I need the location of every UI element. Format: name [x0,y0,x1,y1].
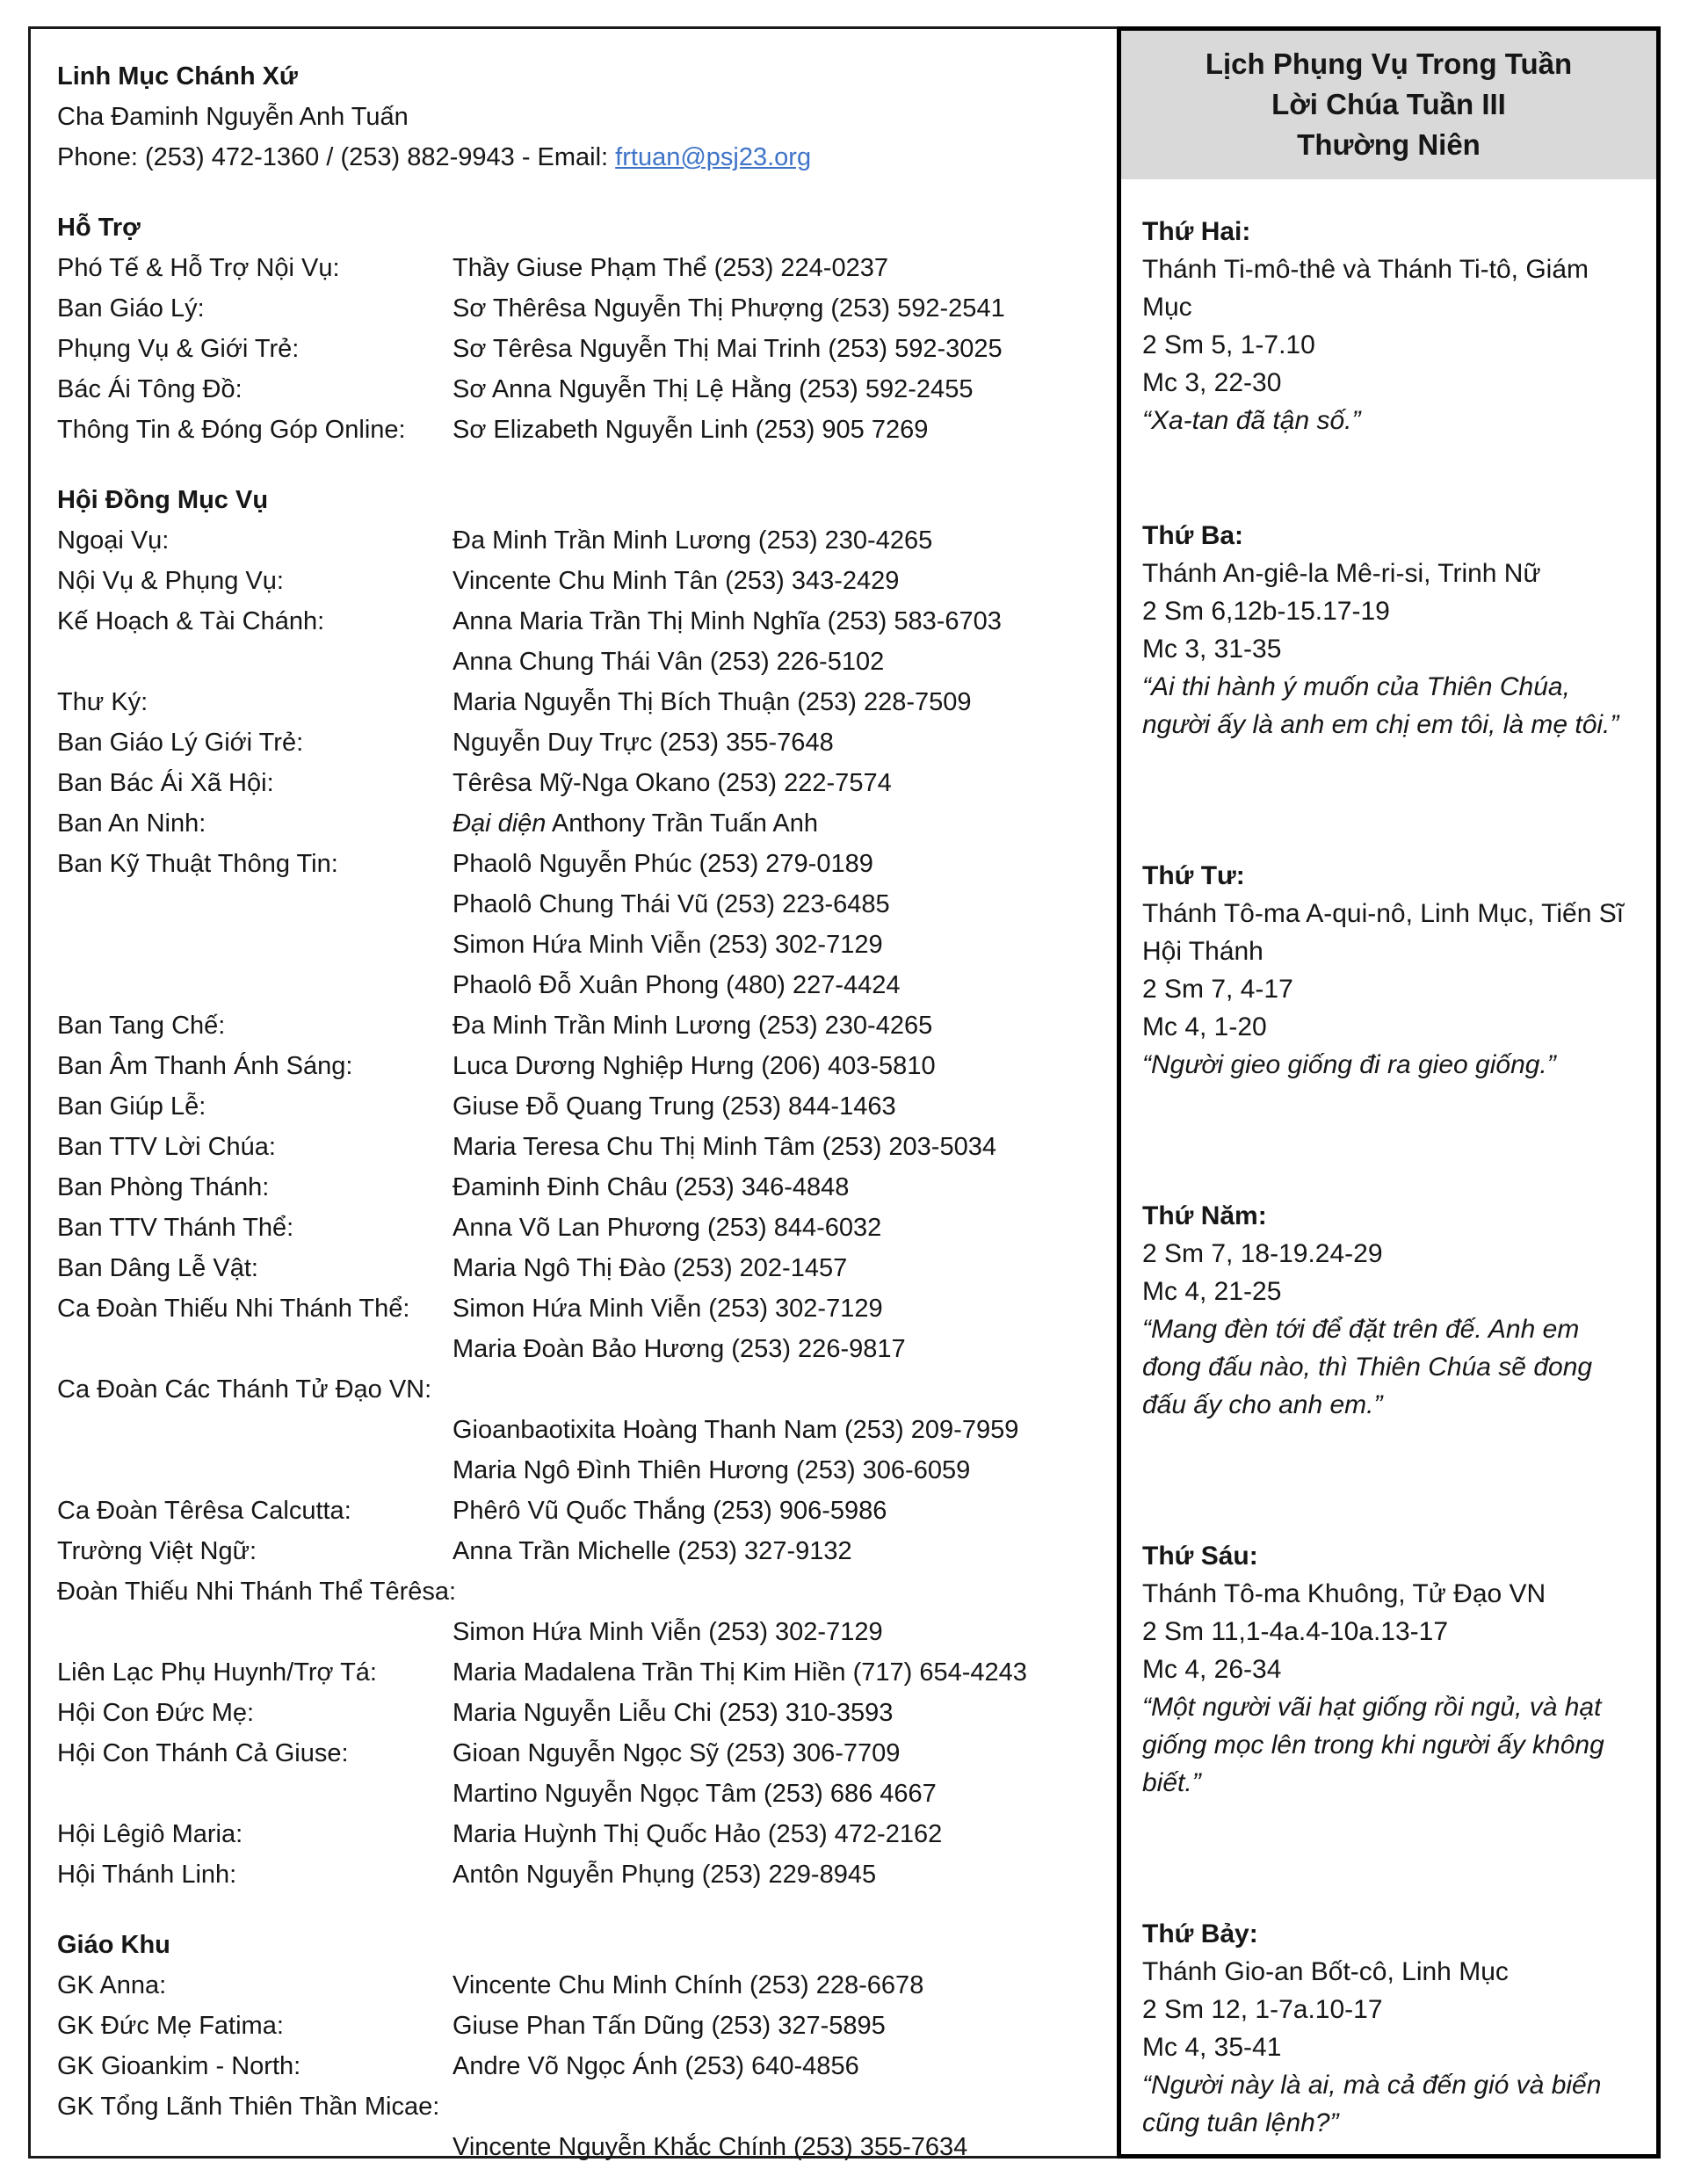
row-label: Hội Con Thánh Cả Giuse: [57,1739,349,1767]
liturgy-box [1117,26,1661,2159]
liturgy-day [1142,1915,1635,2142]
directory-row [57,884,1107,925]
day-reading: 2 Sm 7, 4-17 [1142,975,1293,1004]
pastor-heading: Linh Mục Chánh Xứ [57,62,298,91]
directory-row [57,288,1107,329]
day-reading: Mc 4, 21-25 [1142,1277,1282,1306]
row-value-text: Phaolô Chung Thái Vũ (253) 223-6485 [453,890,890,918]
row-label [57,1612,453,1652]
day-saint: Thánh An-giê-la Mê-ri-si, Trinh Nữ [1142,559,1541,588]
directory-row [57,1965,1107,2006]
directory-row [57,369,1107,410]
row-label: Trường Việt Ngữ: [57,1537,257,1565]
row-value-text: Maria Ngô Thị Đào (253) 202-1457 [453,1254,848,1282]
row-value-text: Maria Ngô Đình Thiên Hương (253) 306-6059 [453,1456,971,1484]
directory-row [57,1652,1107,1693]
directory-row [57,1450,1107,1491]
row-value-text: Antôn Nguyễn Phụng (253) 229-8945 [453,1861,877,1889]
row-label [57,642,453,682]
row-value [453,1814,942,1854]
row-value [453,1854,876,1895]
row-label: Ban An Ninh: [57,809,206,838]
row-value [453,561,899,601]
directory-sections [57,207,1107,2167]
row-value [453,1046,936,1086]
row-value-text: Gioanbaotixita Hoàng Thanh Nam (253) 209-7959 [453,1416,1019,1444]
row-label [57,925,453,965]
day-quote: “Người gieo giống đi ra gieo giống.” [1142,1050,1556,1079]
day-reading: Mc 4, 26-34 [1142,1655,1282,1684]
directory-row [57,1733,1107,1774]
day-name: Thứ Ba: [1142,521,1244,550]
directory-row [57,2006,1107,2046]
row-value-text: Andre Võ Ngọc Ánh (253) 640-4856 [453,2052,859,2080]
day-reading: Mc 4, 35-41 [1142,2033,1282,2062]
directory-section [57,207,1107,450]
row-value [453,329,1003,369]
row-value [453,1005,932,1046]
row-value-text: Simon Hứa Minh Viễn (253) 302-7129 [453,1618,883,1646]
row-label: Ca Đoàn Têrêsa Calcutta: [57,1497,351,1525]
row-value [453,2006,886,2046]
day-name: Thứ Tư: [1142,861,1245,890]
row-value-text: Maria Teresa Chu Thị Minh Tâm (253) 203-5034 [453,1133,996,1161]
row-value-text: Anthony Trần Tuấn Anh [546,809,818,838]
row-label [57,1450,453,1491]
directory-row [57,682,1107,722]
row-value [453,1329,906,1369]
row-value-text: Maria Huỳnh Thị Quốc Hảo (253) 472-2162 [453,1820,943,1848]
directory-row [57,601,1107,642]
row-label: GK Đức Mẹ Fatima: [57,2012,284,2040]
row-value-text: Simon Hứa Minh Viễn (253) 302-7129 [453,1295,883,1323]
day-saint: Thánh Tô-ma A-qui-nô, Linh Mục, Tiến Sĩ Hội Thánh [1142,899,1625,966]
directory-row [57,965,1107,1005]
day-saint: Thánh Tô-ma Khuông, Tử Đạo VN [1142,1579,1546,1608]
row-value [453,1652,1027,1693]
row-value-text: Simon Hứa Minh Viễn (253) 302-7129 [453,931,883,959]
directory-row [57,1288,1107,1329]
day-quote: “Xa-tan đã tận số.” [1142,406,1361,435]
directory-row [57,1005,1107,1046]
day-quote: “Một người vãi hạt giống rồi ngủ, và hạt giống mọc lên trong khi người ấy không biết.” [1142,1693,1604,1797]
row-value [453,925,883,965]
row-label: Ban Phòng Thánh: [57,1173,270,1201]
day-name: Thứ Bảy: [1142,1919,1258,1948]
liturgy-days [1121,179,1656,2142]
directory-row [57,1208,1107,1248]
row-value [453,722,834,763]
row-label: Ban Kỹ Thuật Thông Tin: [57,850,338,878]
day-reading: 2 Sm 5, 1-7.10 [1142,330,1315,359]
directory-section [57,480,1107,1895]
row-label: Ca Đoàn Các Thánh Tử Đạo VN: [57,1375,432,1404]
day-reading: Mc 3, 31-35 [1142,635,1282,664]
row-value-text: Sơ Anna Nguyễn Thị Lệ Hằng (253) 592-2455 [453,375,974,403]
day-reading: 2 Sm 11,1-4a.4-10a.13-17 [1142,1617,1449,1646]
directory-row [57,803,1107,844]
row-value [453,965,901,1005]
directory-row [57,2127,1107,2167]
row-label: Hội Thánh Linh: [57,1861,237,1889]
row-label [57,2127,453,2167]
row-value-text: Đa Minh Trần Minh Lương (253) 230-4265 [453,1012,933,1040]
day-reading: Mc 3, 22-30 [1142,368,1282,397]
day-name: Thứ Hai: [1142,217,1251,246]
directory-row [57,329,1107,369]
pastor-name: Cha Đaminh Nguyễn Anh Tuấn [57,103,409,131]
row-value-text: Maria Đoàn Bảo Hương (253) 226-9817 [453,1335,906,1363]
pastor-phone-text: Phone: (253) 472-1360 / (253) 882-9943 - Email: [57,143,616,171]
directory-row [57,2086,1107,2127]
day-name: Thứ Sáu: [1142,1542,1258,1571]
row-value [453,1774,937,1814]
row-value-text: Giuse Phan Tấn Dũng (253) 327-5895 [453,2012,886,2040]
row-value [453,682,972,722]
row-label [57,884,453,925]
row-value [453,369,973,410]
row-label: Nội Vụ & Phụng Vụ: [57,567,284,595]
row-value-text: Maria Nguyễn Liễu Chi (253) 310-3593 [453,1699,894,1727]
row-value [453,1248,847,1288]
pastor-block [57,56,1107,178]
row-value-text: Anna Chung Thái Vân (253) 226-5102 [453,648,885,676]
row-value [453,884,890,925]
row-value [453,1612,883,1652]
directory-row [57,1693,1107,1733]
row-label: Phụng Vụ & Giới Trẻ: [57,335,300,363]
row-value-text: Phêrô Vũ Quốc Thắng (253) 906-5986 [453,1497,887,1525]
row-label: GK Gioankim - North: [57,2052,301,2080]
row-value [453,1965,923,2006]
row-value-text: Anna Maria Trần Thị Minh Nghĩa (253) 583-6703 [453,607,1002,635]
row-value-italic: Đại diện [453,809,547,838]
row-value [453,844,873,884]
row-value-text: Luca Dương Nghiệp Hưng (206) 403-5810 [453,1052,936,1080]
row-value [453,2127,967,2167]
row-label: Kế Hoạch & Tài Chánh: [57,607,325,635]
directory-row [57,520,1107,561]
row-label: Liên Lạc Phụ Huynh/Trợ Tá: [57,1658,377,1687]
day-name: Thứ Năm: [1142,1201,1267,1230]
directory-row [57,1612,1107,1652]
row-value-text: Phaolô Nguyễn Phúc (253) 279-0189 [453,850,873,878]
directory-row [57,561,1107,601]
row-value [453,248,888,288]
row-value-text: Thầy Giuse Phạm Thể (253) 224-0237 [453,254,888,282]
row-label: Hội Lêgiô Maria: [57,1820,243,1848]
row-value-text: Martino Nguyễn Ngọc Tâm (253) 686 4667 [453,1780,937,1808]
day-saint: Thánh Ti-mô-thê và Thánh Ti-tô, Giám Mục [1142,255,1589,322]
day-reading: 2 Sm 6,12b-15.17-19 [1142,597,1390,626]
row-label: Thư Ký: [57,688,148,716]
row-value-text: Vincente Chu Minh Tân (253) 343-2429 [453,567,900,595]
row-value-text: Đaminh Đinh Châu (253) 346-4848 [453,1173,850,1201]
row-value-text: Vincente Chu Minh Chính (253) 228-6678 [453,1971,924,1999]
directory-row [57,1774,1107,1814]
row-value [453,1410,1018,1450]
row-label [57,1410,453,1450]
row-label [57,965,453,1005]
liturgy-title-line-1: Lịch Phụng Vụ Trong Tuần [1205,47,1573,80]
row-label: Ngoại Vụ: [57,526,170,555]
row-label [57,1329,453,1369]
row-value-text: Maria Nguyễn Thị Bích Thuận (253) 228-7509 [453,688,972,716]
pastor-contact-line [57,137,1107,178]
row-label: Ban Giáo Lý Giới Trẻ: [57,729,304,757]
directory-row [57,1046,1107,1086]
row-label [57,1774,453,1814]
row-label: Hội Con Đức Mẹ: [57,1699,255,1727]
row-label: Ban TTV Lời Chúa: [57,1133,276,1161]
row-value [453,1127,996,1167]
row-label: Phó Tế & Hỗ Trợ Nội Vụ: [57,254,340,282]
row-label: Bác Ái Tông Đồ: [57,375,243,403]
row-value [453,520,932,561]
row-value [453,1208,881,1248]
day-reading: Mc 4, 1-20 [1142,1012,1267,1041]
liturgy-title-line-3: Thường Niên [1297,128,1481,161]
directory-row [57,248,1107,288]
row-value [453,1288,883,1329]
row-value-text: Phaolô Đỗ Xuân Phong (480) 227-4424 [453,971,901,999]
row-value [453,1531,852,1571]
day-reading: 2 Sm 12, 1-7a.10-17 [1142,1995,1383,2024]
day-quote: “Mang đèn tới để đặt trên đế. Anh em đong đấu nào, thì Thiên Chúa sẽ đong đấu ấy cho anh em.” [1142,1315,1593,1419]
directory-row [57,410,1107,450]
row-label: Ban TTV Thánh Thể: [57,1214,294,1242]
directory-row [57,1410,1107,1450]
directory-row [57,1329,1107,1369]
row-value-text: Giuse Đỗ Quang Trung (253) 844-1463 [453,1092,896,1121]
row-value [453,642,884,682]
row-label: Ban Âm Thanh Ánh Sáng: [57,1052,353,1080]
liturgy-day [1142,857,1635,1084]
row-value [453,2046,859,2086]
day-reading: 2 Sm 7, 18-19.24-29 [1142,1239,1383,1268]
directory-row [57,1491,1107,1531]
directory-row [57,1086,1107,1127]
section-heading: Giáo Khu [57,1931,170,1959]
directory-row [57,1814,1107,1854]
row-value-text: Nguyễn Duy Trực (253) 355-7648 [453,729,834,757]
liturgy-day [1142,1537,1635,1802]
directory-section [57,1925,1107,2167]
liturgy-day [1142,213,1635,439]
row-value-text: Anna Trần Michelle (253) 327-9132 [453,1537,852,1565]
liturgy-day [1142,517,1635,744]
directory-row [57,1369,1107,1410]
row-value [453,410,928,450]
row-label: Ban Bác Ái Xã Hội: [57,769,274,797]
directory-row [57,2046,1107,2086]
row-label: Đoàn Thiếu Nhi Thánh Thể Têrêsa: [57,1578,457,1606]
day-saint: Thánh Gio-an Bốt-cô, Linh Mục [1142,1957,1509,1986]
row-value [453,288,1005,329]
directory-row [57,1127,1107,1167]
row-value-text: Sơ Elizabeth Nguyễn Linh (253) 905 7269 [453,416,929,444]
directory-row [57,642,1107,682]
liturgy-header [1121,31,1656,179]
directory-row [57,1248,1107,1288]
section-heading: Hỗ Trợ [57,214,141,242]
row-value [453,1491,887,1531]
liturgy-day [1142,1197,1635,1424]
row-label: GK Anna: [57,1971,167,1999]
row-value-text: Đa Minh Trần Minh Lương (253) 230-4265 [453,526,933,555]
directory-row [57,844,1107,884]
row-value-text: Têrêsa Mỹ-Nga Okano (253) 222-7574 [453,769,892,797]
directory-row [57,1531,1107,1571]
row-label: Ban Giáo Lý: [57,294,205,323]
row-value [453,1450,970,1491]
row-label: Ban Tang Chế: [57,1012,226,1040]
row-value-text: Sơ Têrêsa Nguyễn Thị Mai Trinh (253) 592-3025 [453,335,1003,363]
row-value-text: Maria Madalena Trần Thị Kim Hiền (717) 654-4243 [453,1658,1027,1687]
row-value-text: Vincente Nguyễn Khắc Chính (253) 355-7634 [453,2133,968,2161]
directory-column [57,56,1107,2167]
row-label: Ban Dâng Lễ Vật: [57,1254,258,1282]
row-value [453,1086,896,1127]
row-label: Ban Giúp Lễ: [57,1092,206,1121]
row-value-text: Anna Võ Lan Phương (253) 844-6032 [453,1214,882,1242]
pastor-email-link[interactable]: frtuan@psj23.org [615,143,812,171]
row-value [453,803,818,844]
row-label: Thông Tin & Đóng Góp Online: [57,416,406,444]
directory-row [57,1571,1107,1612]
row-value [453,1167,849,1208]
row-label: GK Tổng Lãnh Thiên Thần Micae: [57,2093,440,2121]
row-label: Ca Đoàn Thiếu Nhi Thánh Thể: [57,1295,410,1323]
section-heading: Hội Đồng Mục Vụ [57,486,269,514]
row-value-text: Sơ Thêrêsa Nguyễn Thị Phượng (253) 592-2541 [453,294,1005,323]
liturgy-title-line-2: Lời Chúa Tuần III [1271,88,1506,120]
row-value [453,763,892,803]
directory-row [57,722,1107,763]
row-value-text: Gioan Nguyễn Ngọc Sỹ (253) 306-7709 [453,1739,901,1767]
row-value [453,601,1002,642]
directory-row [57,763,1107,803]
directory-row [57,1167,1107,1208]
directory-row [57,1854,1107,1895]
day-quote: “Người này là ai, mà cả đến gió và biển cũng tuân lệnh?” [1142,2071,1602,2137]
directory-row [57,925,1107,965]
row-value [453,1693,893,1733]
day-quote: “Ai thi hành ý muốn của Thiên Chúa, người ấy là anh em chị em tôi, là mẹ tôi.” [1142,672,1619,739]
row-value [453,1733,900,1774]
